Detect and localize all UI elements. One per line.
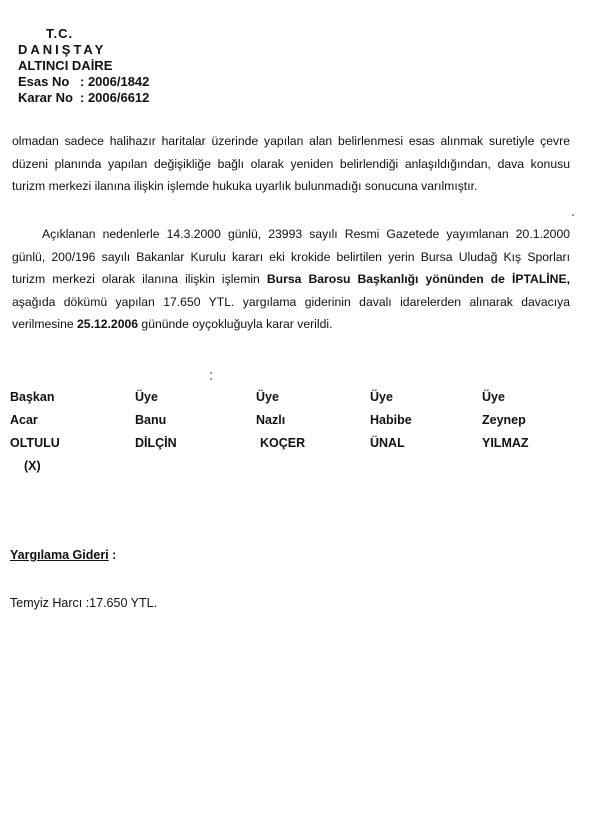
signatory-3 bbox=[256, 386, 366, 455]
paragraph-decision bbox=[12, 223, 570, 336]
signatory-title: Başkan bbox=[10, 390, 55, 404]
document-header bbox=[18, 26, 149, 106]
costs-line: Temyiz Harcı :17.650 YTL. bbox=[10, 596, 158, 610]
decision-text-2: aşağıda dökümü yapılan 17.650 YTL. yargılama giderinin davalı idarelerden alınarak davacıya verilmesine bbox=[12, 294, 570, 331]
esas-row bbox=[18, 74, 149, 90]
karar-row bbox=[18, 90, 149, 106]
signatory-title: Üye bbox=[370, 390, 393, 404]
signatory-first-name: Zeynep bbox=[482, 413, 526, 427]
scan-speck bbox=[210, 378, 212, 380]
karar-label: Karar No bbox=[18, 90, 73, 105]
paragraph-reasoning: olmadan sadece halihazır haritalar üzerinde yapılan alan belirlenmesi esas alınmak suretiyle çevre düzeni planında yapılan değişikliğe bağlı olarak yeniden belirlendiği anlaşıldığından, dava konusu turizm merkezi ilanına ilişkin işlemde hukuka uyarlık bulunmadığı sonucuna varılmıştır. bbox=[12, 134, 570, 193]
signatory-first-name: Habibe bbox=[370, 413, 412, 427]
esas-value: : 2006/1842 bbox=[80, 74, 150, 89]
signatory-first-name: Nazlı bbox=[256, 413, 286, 427]
esas-label: Esas No bbox=[18, 74, 70, 89]
costs-title: Yargılama Gideri bbox=[10, 548, 109, 562]
decision-text-3: gününde oyçokluğuyla karar verildi. bbox=[138, 317, 333, 331]
chamber-name: ALTINCI DAİRE bbox=[18, 58, 113, 73]
signatory-first-name: Acar bbox=[10, 413, 38, 427]
signatory-last-name: OLTULU bbox=[10, 436, 60, 450]
signatory-last-name: KOÇER bbox=[260, 436, 306, 450]
scan-speck bbox=[210, 372, 212, 374]
signatory-5 bbox=[482, 386, 592, 455]
signatory-title: Üye bbox=[256, 390, 279, 404]
decision-bold-date: 25.12.2006 bbox=[77, 317, 139, 331]
signatory-last-name: YILMAZ bbox=[482, 436, 529, 450]
court-name: DANIŞTAY bbox=[18, 42, 107, 57]
signatory-last-name: DİLÇİN bbox=[135, 436, 177, 450]
signatory-last-name: ÜNAL bbox=[370, 436, 405, 450]
signatory-first-name: Banu bbox=[135, 413, 167, 427]
signatory-title: Üye bbox=[482, 390, 505, 404]
decision-text-1: Açıklanan nedenlerle 14.3.2000 günlü, 23993 sayılı Resmi Gazetede yayımlanan 20.1.2000 günlü, 200/196 sayılı Bakanlar Kurulu kararı eki krokide belirtilen yerin Bursa Uludağ Kış Sporları turizm merkezi olarak ilanına ilişkin işlemin bbox=[12, 227, 570, 286]
costs-colon: : bbox=[108, 548, 117, 562]
dissent-mark: (X) bbox=[24, 459, 41, 473]
tc-label: T.C. bbox=[46, 26, 74, 41]
signatory-1 bbox=[10, 386, 120, 478]
costs-heading bbox=[10, 548, 116, 562]
scan-speck bbox=[572, 214, 574, 216]
karar-value: : 2006/6612 bbox=[80, 90, 150, 105]
signatory-4 bbox=[370, 386, 480, 455]
signatory-title: Üye bbox=[135, 390, 158, 404]
signatory-2 bbox=[135, 386, 245, 455]
decision-bold-annulment: Bursa Barosu Başkanlığı yönünden de İPTALİNE, bbox=[266, 272, 570, 286]
